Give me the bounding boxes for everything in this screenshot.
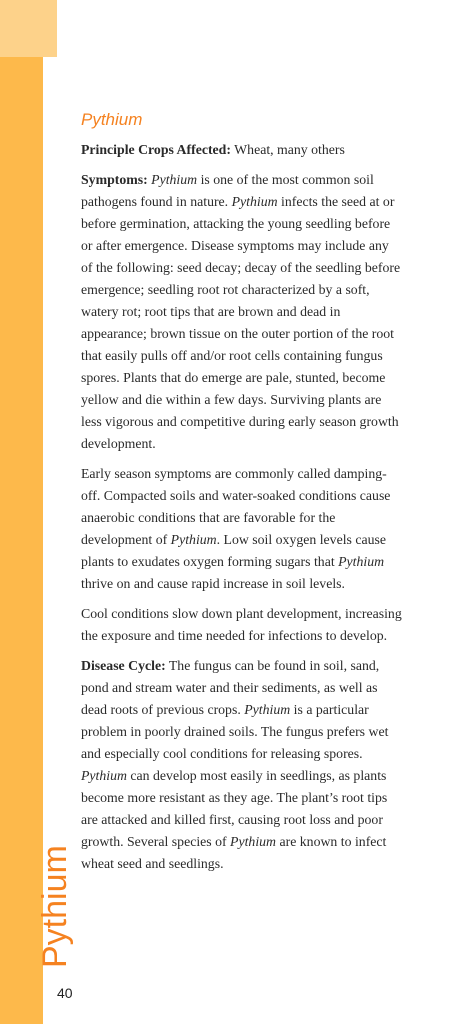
cycle-text: The fungus can be found in soil, sand, pond and stream water and their sediments, as well as dead roots of previous crops. <box>81 658 380 717</box>
cycle-text: is a particular problem in poorly drained soils. The fungus prefers wet and especially cool conditions for releasing spores. <box>81 702 389 761</box>
crops-paragraph <box>81 139 403 161</box>
pathogen-name: Pythium <box>231 194 278 209</box>
pathogen-name: Pythium <box>81 768 127 783</box>
cool-conditions-paragraph: Cool conditions slow down plant development, increasing the exposure and time needed for infections to develop. <box>81 606 402 643</box>
early-season-paragraph <box>81 463 403 595</box>
disease-cycle-label: Disease Cycle: <box>81 658 166 673</box>
crops-text: Wheat, many others <box>230 142 345 157</box>
symptoms-text: infects the seed at or before germination, attacking the young seedling before or after emergence. Disease symptoms may include any of the following: seed decay; decay of the seedling before emergence; seedling root rot characterized by a soft, watery rot; root tips that are brown and dead in appearance; brown tissue on the outer portion of the root that easily pulls off and/or root cells containing fungus spores. Plants that do emerge are pale, stunted, become yellow and die within a few days. Surviving plants are less vigorous and competitive during early season growth development. <box>81 194 401 451</box>
symptoms-label: Symptoms: <box>81 172 148 187</box>
cycle-text: can develop most easily in seedlings, as plants become more resistant as they age. The plant’s root tips are attacked and killed first, causing root loss and poor growth. Several species of <box>81 768 388 849</box>
early-text: Early season symptoms are commonly called damping-off. Compacted soils and water-soaked conditions cause anaerobic conditions that are favorable for the development of <box>81 466 391 547</box>
cycle-text: are known to infect wheat seed and seedlings. <box>81 834 387 871</box>
page-number: 40 <box>57 985 73 1001</box>
pathogen-name: Pythium <box>244 702 291 717</box>
crops-label: Principle Crops Affected: <box>81 142 231 157</box>
symptoms-text: is one of the most common soil pathogens found in nature. <box>81 172 374 209</box>
disease-cycle-paragraph <box>81 655 403 875</box>
article-body <box>81 110 403 883</box>
early-text: thrive on and cause rapid increase in soil levels. <box>81 576 345 591</box>
pathogen-name: Pythium <box>230 834 277 849</box>
early-text: . Low soil oxygen levels cause plants to exudates oxygen forming sugars that <box>81 532 386 569</box>
section-heading: Pythium <box>81 110 143 129</box>
symptoms-paragraph <box>81 169 403 455</box>
pathogen-name: Pythium <box>151 172 198 187</box>
side-section-title: Pythium <box>36 845 74 968</box>
pathogen-name: Pythium <box>170 532 217 547</box>
pathogen-name: Pythium <box>338 554 385 569</box>
corner-tab <box>0 0 57 57</box>
